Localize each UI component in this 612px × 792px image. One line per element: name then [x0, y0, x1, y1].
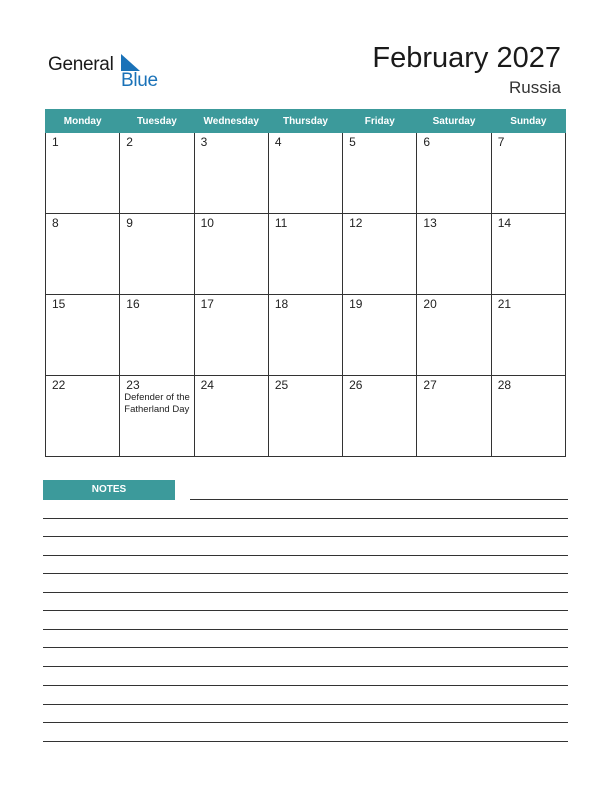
- notes-line: [43, 555, 568, 556]
- day-cell: [46, 295, 120, 376]
- day-number: 1: [52, 135, 59, 149]
- day-number: 4: [274, 135, 282, 149]
- week-row: [46, 214, 566, 295]
- day-cell: [343, 376, 417, 457]
- day-cell: [268, 295, 342, 376]
- day-number: 27: [423, 378, 437, 392]
- day-number: 6: [423, 135, 431, 149]
- day-number: 15: [52, 297, 66, 311]
- notes-line: [43, 685, 568, 686]
- day-cell: [46, 376, 120, 457]
- day-number: 11: [274, 216, 288, 230]
- day-cell: [343, 295, 417, 376]
- weekday-header-row: [46, 110, 566, 133]
- country-label: Russia: [509, 78, 561, 97]
- notes-line: [43, 536, 568, 537]
- notes-line: [43, 610, 568, 611]
- weekday-header: Monday: [46, 110, 120, 133]
- day-cell: [268, 133, 342, 214]
- day-number: 28: [497, 378, 512, 392]
- day-number: 13: [423, 216, 437, 230]
- day-number: 26: [349, 378, 363, 392]
- day-cell: [120, 214, 194, 295]
- day-cell: [343, 214, 417, 295]
- day-cell: [194, 133, 268, 214]
- day-cell: [120, 295, 194, 376]
- day-number: 5: [349, 135, 356, 149]
- notes-line: [43, 704, 568, 705]
- notes-line: [43, 722, 568, 723]
- day-cell: [491, 295, 565, 376]
- notes-line: [43, 647, 568, 648]
- weekday-header: Tuesday: [120, 110, 194, 133]
- day-number: 22: [52, 378, 66, 392]
- day-cell: [194, 376, 268, 457]
- notes-label: NOTES: [43, 480, 175, 500]
- logo-text-general: General: [48, 54, 114, 75]
- holiday-label: Defender of the Fatherland Day: [124, 392, 190, 415]
- day-number: 12: [349, 216, 363, 230]
- day-number: 25: [274, 378, 289, 392]
- weekday-header: Saturday: [417, 110, 491, 133]
- notes-line: [43, 518, 568, 519]
- day-cell: [491, 133, 565, 214]
- logo: [48, 52, 158, 92]
- notes-line: [43, 666, 568, 667]
- day-cell: [194, 295, 268, 376]
- day-number: 19: [349, 297, 363, 311]
- day-number: 9: [126, 216, 133, 230]
- day-cell: [268, 214, 342, 295]
- day-number: 3: [200, 135, 208, 149]
- week-row: [46, 295, 566, 376]
- day-cell: [120, 376, 194, 457]
- day-cell: [268, 376, 342, 457]
- weekday-header: Thursday: [268, 110, 342, 133]
- week-row: [46, 133, 566, 214]
- day-number: 14: [497, 216, 512, 230]
- day-cell: [194, 214, 268, 295]
- day-number: 17: [200, 297, 214, 311]
- page-title: February 2027: [372, 42, 561, 74]
- day-number: 7: [497, 135, 505, 149]
- day-number: 23: [126, 378, 140, 392]
- day-cell: [120, 133, 194, 214]
- day-cell: [491, 214, 565, 295]
- notes-line: [43, 573, 568, 574]
- weekday-header: Wednesday: [194, 110, 268, 133]
- day-number: 2: [126, 135, 133, 149]
- day-number: 24: [200, 378, 214, 392]
- day-cell: [417, 295, 491, 376]
- weekday-header: Friday: [343, 110, 417, 133]
- notes-line: [43, 592, 568, 593]
- logo-text-blue: Blue: [121, 70, 158, 91]
- day-number: 10: [200, 216, 214, 230]
- day-cell: [343, 133, 417, 214]
- day-number: 8: [52, 216, 59, 230]
- weekday-header: Sunday: [491, 110, 565, 133]
- week-row: [46, 376, 566, 457]
- calendar-grid: [45, 109, 566, 457]
- notes-line: [190, 499, 568, 500]
- day-number: 16: [126, 297, 140, 311]
- day-cell: [417, 376, 491, 457]
- day-cell: [417, 214, 491, 295]
- notes-line: [43, 629, 568, 630]
- day-number: 20: [423, 297, 437, 311]
- day-number: 21: [497, 297, 512, 311]
- notes-line: [43, 741, 568, 742]
- day-cell: [46, 133, 120, 214]
- day-number: 18: [274, 297, 289, 311]
- logo-triangle-icon: [121, 54, 140, 71]
- day-cell: [46, 214, 120, 295]
- day-cell: [491, 376, 565, 457]
- day-cell: [417, 133, 491, 214]
